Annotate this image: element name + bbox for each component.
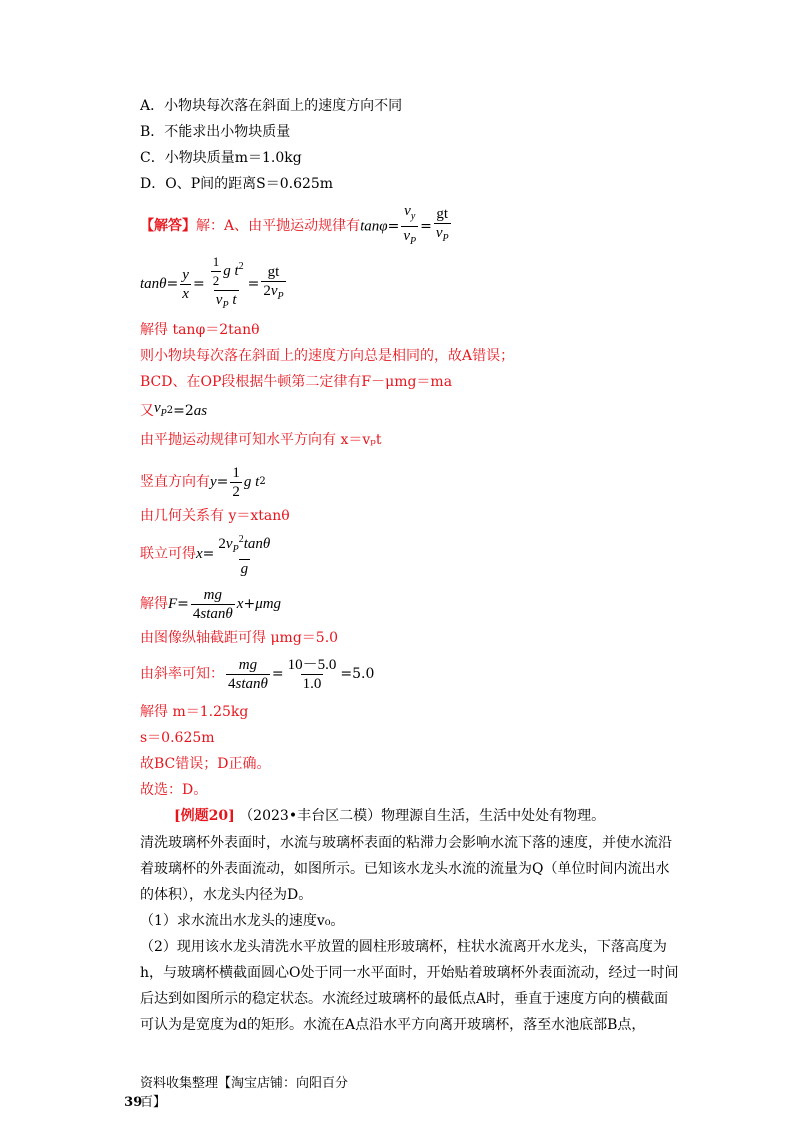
mass-line: 解得 m＝1.25kg [140,704,249,720]
combine-label: 联立可得 [140,546,196,562]
answer-tag: 【解答】 [140,218,196,234]
solve-f-label: 解得 [140,596,168,612]
bc-wrong-line: 故BC错误；D正确。 [140,756,271,772]
intercept-line: 由图像纵轴截距可得 μmg＝5.0 [140,630,339,646]
horizontal-line: 由平抛运动规律可知水平方向有 x＝vₚt [140,432,382,448]
example-paragraph: 清洗玻璃杯外表面时，水流与玻璃杯表面的粘滞力会影响水流下落的速度，并使水流沿着玻璃杯的外表面流动，如图所示。已知该水龙头水流的流量为Q（单位时间内流出水的体积），水龙头内径为D。 [140,835,672,903]
option-a: A．小物块每次落在斜面上的速度方向不同 [140,98,403,114]
question-2: （2）现用该水龙头清洗水平放置的圆柱形玻璃杯，柱状水流离开水龙头，下落高度为h，与玻璃杯横截面圆心O处于同一水平面时，开始贴着玻璃杯外表面流动，经过一时间后达到如图所示的稳定状态。水流经过玻璃杯的最低点A时，垂直于速度方向的横截面可认为是宽度为d的矩形。水流在A点沿水平方向离开玻璃杯，落至水池底部B点， [140,939,679,1033]
choose-line: 故选：D。 [140,782,208,798]
distance-line: s＝0.625m [140,730,215,746]
slope-label: 由斜率可知： [140,666,224,682]
vertical-label: 竖直方向有 [140,474,210,490]
formula-tan-phi: tanφ= $\frac{v_y}{v_P}$ = $\frac{gt}{v_P}$ [360,202,453,251]
formula-tan-theta: tanθ = $\frac{y}{x}$ = $\frac{1}{2}$ g $t^2$ $v_P$ t = $\frac{gt}{2v_P}$ [140,254,288,314]
slope-formula-line: 由斜率可知： $\frac{mg}{4stan\theta}$ = $\frac{10-5.0}{1.0}$ =5.0 [140,656,375,692]
question-1: （1）求水流出水龙头的速度v₀。 [140,913,345,929]
geometry-line: 由几何关系有 y＝xtanθ [140,508,290,524]
example-heading [174,806,605,826]
option-c: C．小物块质量m＝1.0kg [140,150,302,166]
velocity-formula-line: 又 $v_P$ 2 =2 as [140,400,208,419]
example-tag: [例题20] [174,808,235,824]
vertical-formula-line: 竖直方向有 y = $\frac{1}{2}$ g t 2 [140,464,266,500]
example-source: （2023•丰台区二模）物理源自生活，生活中处处有物理。 [239,808,606,824]
conclusion-a-line: 则小物块每次落在斜面上的速度方向总是相同的，故A错误； [140,348,515,364]
page-number: 39 [124,1095,143,1110]
footer-text: 资料收集整理【淘宝店铺：向阳百分百】 [140,1076,349,1110]
also-label: 又 [140,403,154,419]
answer-intro-text: 解：A、由平抛运动规律有 [196,218,361,234]
newton-line: BCD、在OP段根据牛顿第二定律有F－μmg＝ma [140,374,453,390]
option-b: B．不能求出小物块质量 [140,124,291,140]
option-d: D．O、P间的距离S＝0.625m [140,176,334,192]
solve-tan-line: 解得 tanφ＝2tanθ [140,322,260,338]
answer-intro-line [140,202,453,247]
combine-formula-line: 联立可得 x = $\frac{2v_P^2\tan\theta}{g}$ [140,533,271,577]
page-footer [124,1072,350,1110]
force-formula-line: 解得 F = $\frac{mg}{4stan\theta}$ x + μmg [140,586,282,622]
